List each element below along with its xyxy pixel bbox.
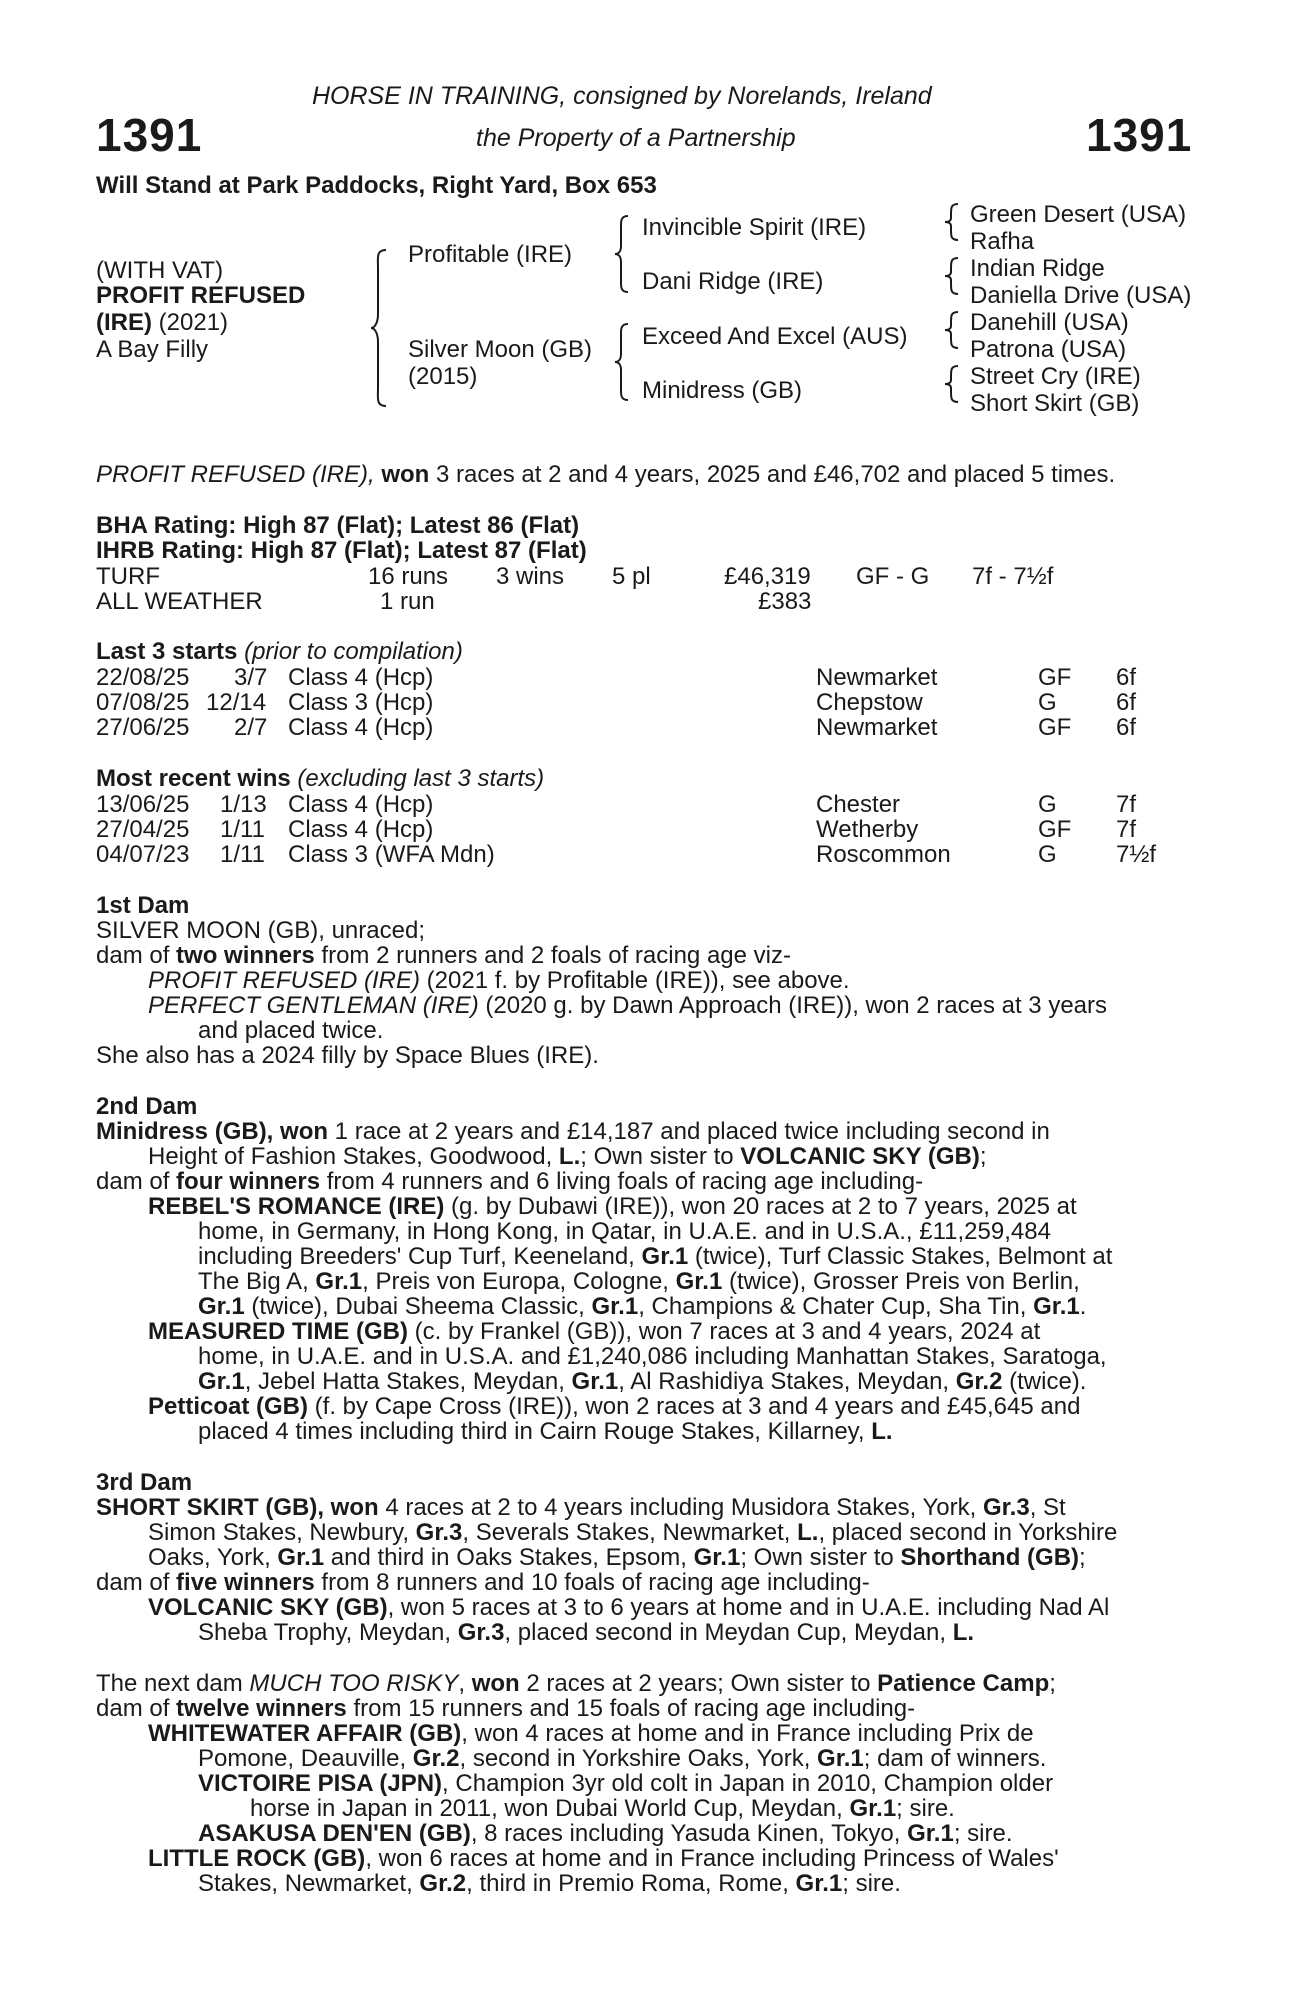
last3-pos-1: 3/7 [234, 664, 268, 691]
sire-name: Profitable (IRE) [408, 241, 573, 268]
second-dam-line-2: Height of Fashion Stakes, Goodwood, L.; Own sister to VOLCANIC SKY (GB); [148, 1143, 987, 1170]
first-dam-line-4: PERFECT GENTLEMAN (IRE) (2020 g. by Dawn Approach (IRE)), won 2 races at 3 years [148, 992, 1108, 1019]
recent-class-3: Class 3 (WFA Mdn) [288, 841, 495, 868]
recent-class-1: Class 4 (Hcp) [288, 791, 434, 818]
brace-3c [944, 310, 962, 350]
first-dam-line-5: and placed twice. [198, 1017, 384, 1044]
ancestor-indian-ridge: Indian Ridge [970, 255, 1105, 282]
lot-number-left: 1391 [96, 109, 203, 161]
record-turf-runs: 16 runs [368, 563, 449, 590]
last3-pos-2: 12/14 [206, 689, 267, 716]
record-turf-wins: 3 wins [496, 563, 565, 590]
recent-title: Most recent wins [96, 765, 291, 792]
second-dam-line-11: Gr.1, Jebel Hatta Stakes, Meydan, Gr.1, Al Rashidiya Stakes, Meydan, Gr.2 (twice). [198, 1368, 1087, 1395]
fourth-dam-line-2: dam of twelve winners from 15 runners and 15 foals of racing age including- [96, 1695, 916, 1722]
horse-description: A Bay Filly [96, 336, 209, 363]
second-dam-title: 2nd Dam [96, 1093, 198, 1120]
last3-dist-2: 6f [1116, 689, 1137, 716]
last3-class-1: Class 4 (Hcp) [288, 664, 434, 691]
last3-course-3: Newmarket [816, 714, 938, 741]
recent-course-3: Roscommon [816, 841, 951, 868]
summary-won: won [381, 461, 430, 488]
recent-pos-2: 1/11 [220, 816, 265, 843]
record-turf-placed: 5 pl [612, 563, 651, 590]
brace-3b [944, 256, 962, 296]
dam-year: (2015) [408, 363, 478, 390]
second-dam-line-4: REBEL'S ROMANCE (IRE) (g. by Dubawi (IRE)), won 20 races at 2 to 7 years, 2025 at [148, 1193, 1077, 1220]
recent-course-2: Wetherby [816, 816, 919, 843]
property-line: the Property of a Partnership [476, 124, 796, 152]
record-turf-surface: TURF [96, 563, 160, 590]
brace-3a [944, 202, 962, 242]
fourth-dam-line-9: Stakes, Newmarket, Gr.2, third in Premio Roma, Rome, Gr.1; sire. [198, 1870, 901, 1897]
record-turf-distance: 7f - 7½f [972, 563, 1054, 590]
last3-class-2: Class 3 (Hcp) [288, 689, 434, 716]
third-dam-line-5: VOLCANIC SKY (GB), won 5 races at 3 to 6 years at home and in U.A.E. including Nad Al [148, 1594, 1110, 1621]
last3-course-1: Newmarket [816, 664, 938, 691]
second-dam-line-3: dam of four winners from 4 runners and 6 living foals of racing age including- [96, 1168, 924, 1195]
second-dam-line-9: MEASURED TIME (GB) (c. by Frankel (GB)), won 7 races at 3 and 4 years, 2024 at [148, 1318, 1041, 1345]
last3-date-3: 27/06/25 [96, 714, 190, 741]
horse-year: (2021) [152, 309, 229, 336]
last3-class-3: Class 4 (Hcp) [288, 714, 434, 741]
horse-country: (IRE) [96, 309, 152, 336]
recent-date-3: 04/07/23 [96, 841, 190, 868]
second-dam-line-7: The Big A, Gr.1, Preis von Europa, Cologne, Gr.1 (twice), Grosser Preis von Berlin, [198, 1268, 1080, 1295]
first-dam-line-2: dam of two winners from 2 runners and 2 foals of racing age viz- [96, 942, 791, 969]
fourth-dam-line-6: horse in Japan in 2011, won Dubai World Cup, Meydan, Gr.1; sire. [250, 1795, 955, 1822]
race-summary [96, 462, 1115, 488]
summary-horse-name: PROFIT REFUSED (IRE), [96, 461, 375, 488]
recent-heading [96, 766, 544, 792]
third-dam-line-1: SHORT SKIRT (GB), won 4 races at 2 to 4 years including Musidora Stakes, York, Gr.3, St [96, 1494, 1066, 1521]
dam-dam: Minidress (GB) [642, 377, 803, 404]
fourth-dam-line-1: The next dam MUCH TOO RISKY, won 2 races at 2 years; Own sister to Patience Camp; [96, 1670, 1056, 1697]
summary-rest: 3 races at 2 and 4 years, 2025 and £46,702 and placed 5 times. [429, 461, 1116, 488]
consignor-line: HORSE IN TRAINING, consigned by Norelands, Ireland [312, 82, 932, 110]
second-dam-line-13: placed 4 times including third in Cairn Rouge Stakes, Killarney, L. [198, 1418, 893, 1445]
third-dam-title: 3rd Dam [96, 1469, 193, 1496]
first-dam-line-6: She also has a 2024 filly by Space Blues (IRE). [96, 1042, 599, 1069]
recent-dist-2: 7f [1116, 816, 1137, 843]
third-dam-line-6: Sheba Trophy, Meydan, Gr.3, placed second in Meydan Cup, Meydan, L. [198, 1619, 975, 1646]
dam-sire: Exceed And Excel (AUS) [642, 323, 908, 350]
ancestor-rafha: Rafha [970, 228, 1035, 255]
recent-going-2: GF [1038, 816, 1072, 843]
vat-label: (WITH VAT) [96, 257, 224, 284]
ancestor-daniella-drive: Daniella Drive (USA) [970, 282, 1192, 309]
recent-note: (excluding last 3 starts) [290, 765, 545, 792]
ancestor-patrona: Patrona (USA) [970, 336, 1127, 363]
record-aw-runs: 1 run [380, 588, 435, 615]
sire-dam: Dani Ridge (IRE) [642, 268, 824, 295]
fourth-dam-line-4: Pomone, Deauville, Gr.2, second in Yorkshire Oaks, York, Gr.1; dam of winners. [198, 1745, 1047, 1772]
last3-going-2: G [1038, 689, 1057, 716]
fourth-dam-line-3: WHITEWATER AFFAIR (GB), won 4 races at home and in France including Prix de [148, 1720, 1034, 1747]
second-dam-line-5: home, in Germany, in Hong Kong, in Qatar, in U.A.E. and in U.S.A., £11,259,484 [198, 1218, 1051, 1245]
fourth-dam-line-5: VICTOIRE PISA (JPN), Champion 3yr old colt in Japan in 2010, Champion older [198, 1770, 1054, 1797]
first-dam-line-3: PROFIT REFUSED (IRE) (2021 f. by Profitable (IRE)), see above. [148, 967, 850, 994]
last3-title: Last 3 starts [96, 638, 238, 665]
ancestor-street-cry: Street Cry (IRE) [970, 363, 1141, 390]
last3-date-1: 22/08/25 [96, 664, 190, 691]
recent-class-2: Class 4 (Hcp) [288, 816, 434, 843]
record-aw-surface: ALL WEATHER [96, 588, 263, 615]
recent-pos-3: 1/11 [220, 841, 265, 868]
bha-rating: BHA Rating: High 87 (Flat); Latest 86 (Flat) [96, 512, 580, 539]
recent-date-1: 13/06/25 [96, 791, 190, 818]
last3-going-3: GF [1038, 714, 1072, 741]
sire-sire: Invincible Spirit (IRE) [642, 214, 867, 241]
recent-course-1: Chester [816, 791, 901, 818]
recent-dist-1: 7f [1116, 791, 1137, 818]
record-turf-prize: £46,319 [724, 563, 811, 590]
third-dam-line-4: dam of five winners from 8 runners and 10 foals of racing age including- [96, 1569, 870, 1596]
ancestor-short-skirt: Short Skirt (GB) [970, 390, 1140, 417]
recent-going-1: G [1038, 791, 1057, 818]
second-dam-line-8: Gr.1 (twice), Dubai Sheema Classic, Gr.1, Champions & Chater Cup, Sha Tin, Gr.1. [198, 1293, 1087, 1320]
last3-note: (prior to compilation) [237, 638, 463, 665]
fourth-dam-line-7: ASAKUSA DEN'EN (GB), 8 races including Yasuda Kinen, Tokyo, Gr.1; sire. [198, 1820, 1013, 1847]
last3-going-1: GF [1038, 664, 1072, 691]
recent-date-2: 27/04/25 [96, 816, 190, 843]
second-dam-line-6: including Breeders' Cup Turf, Keeneland, Gr.1 (twice), Turf Classic Stakes, Belmont at [198, 1243, 1113, 1270]
dam-name: Silver Moon (GB) [408, 336, 593, 363]
brace-2b [614, 322, 632, 402]
ancestor-danehill: Danehill (USA) [970, 309, 1129, 336]
brace-2a [614, 214, 632, 294]
second-dam-line-12: Petticoat (GB) (f. by Cape Cross (IRE)), won 2 races at 3 and 4 years and £45,645 and [148, 1393, 1081, 1420]
last3-course-2: Chepstow [816, 689, 923, 716]
last3-dist-3: 6f [1116, 714, 1137, 741]
last3-date-2: 07/08/25 [96, 689, 190, 716]
record-aw-prize: £383 [758, 588, 812, 615]
record-turf-going: GF - G [856, 563, 930, 590]
recent-pos-1: 1/13 [220, 791, 267, 818]
first-dam-line-1: SILVER MOON (GB), unraced; [96, 917, 425, 944]
third-dam-line-2: Simon Stakes, Newbury, Gr.3, Severals Stakes, Newmarket, L., placed second in Yorkshire [148, 1519, 1118, 1546]
lot-number-right: 1391 [1086, 109, 1193, 161]
ancestor-green-desert: Green Desert (USA) [970, 201, 1187, 228]
last3-pos-3: 2/7 [234, 714, 268, 741]
last3-heading [96, 639, 463, 665]
last3-dist-1: 6f [1116, 664, 1137, 691]
recent-dist-3: 7½f [1116, 841, 1157, 868]
horse-country-year [96, 309, 228, 337]
third-dam-line-3: Oaks, York, Gr.1 and third in Oaks Stakes, Epsom, Gr.1; Own sister to Shorthand (GB); [148, 1544, 1086, 1571]
second-dam-line-1: Minidress (GB), won 1 race at 2 years and £14,187 and placed twice including second in [96, 1118, 1050, 1145]
horse-name: PROFIT REFUSED [96, 282, 306, 309]
ihrb-rating: IHRB Rating: High 87 (Flat); Latest 87 (Flat) [96, 537, 587, 564]
first-dam-title: 1st Dam [96, 892, 190, 919]
brace-1 [370, 248, 390, 408]
location-line: Will Stand at Park Paddocks, Right Yard, Box 653 [96, 172, 657, 199]
recent-going-3: G [1038, 841, 1057, 868]
second-dam-line-10: home, in U.A.E. and in U.S.A. and £1,240,086 including Manhattan Stakes, Saratoga, [198, 1343, 1107, 1370]
fourth-dam-line-8: LITTLE ROCK (GB), won 6 races at home and in France including Princess of Wales' [148, 1845, 1059, 1872]
brace-3d [944, 364, 962, 404]
